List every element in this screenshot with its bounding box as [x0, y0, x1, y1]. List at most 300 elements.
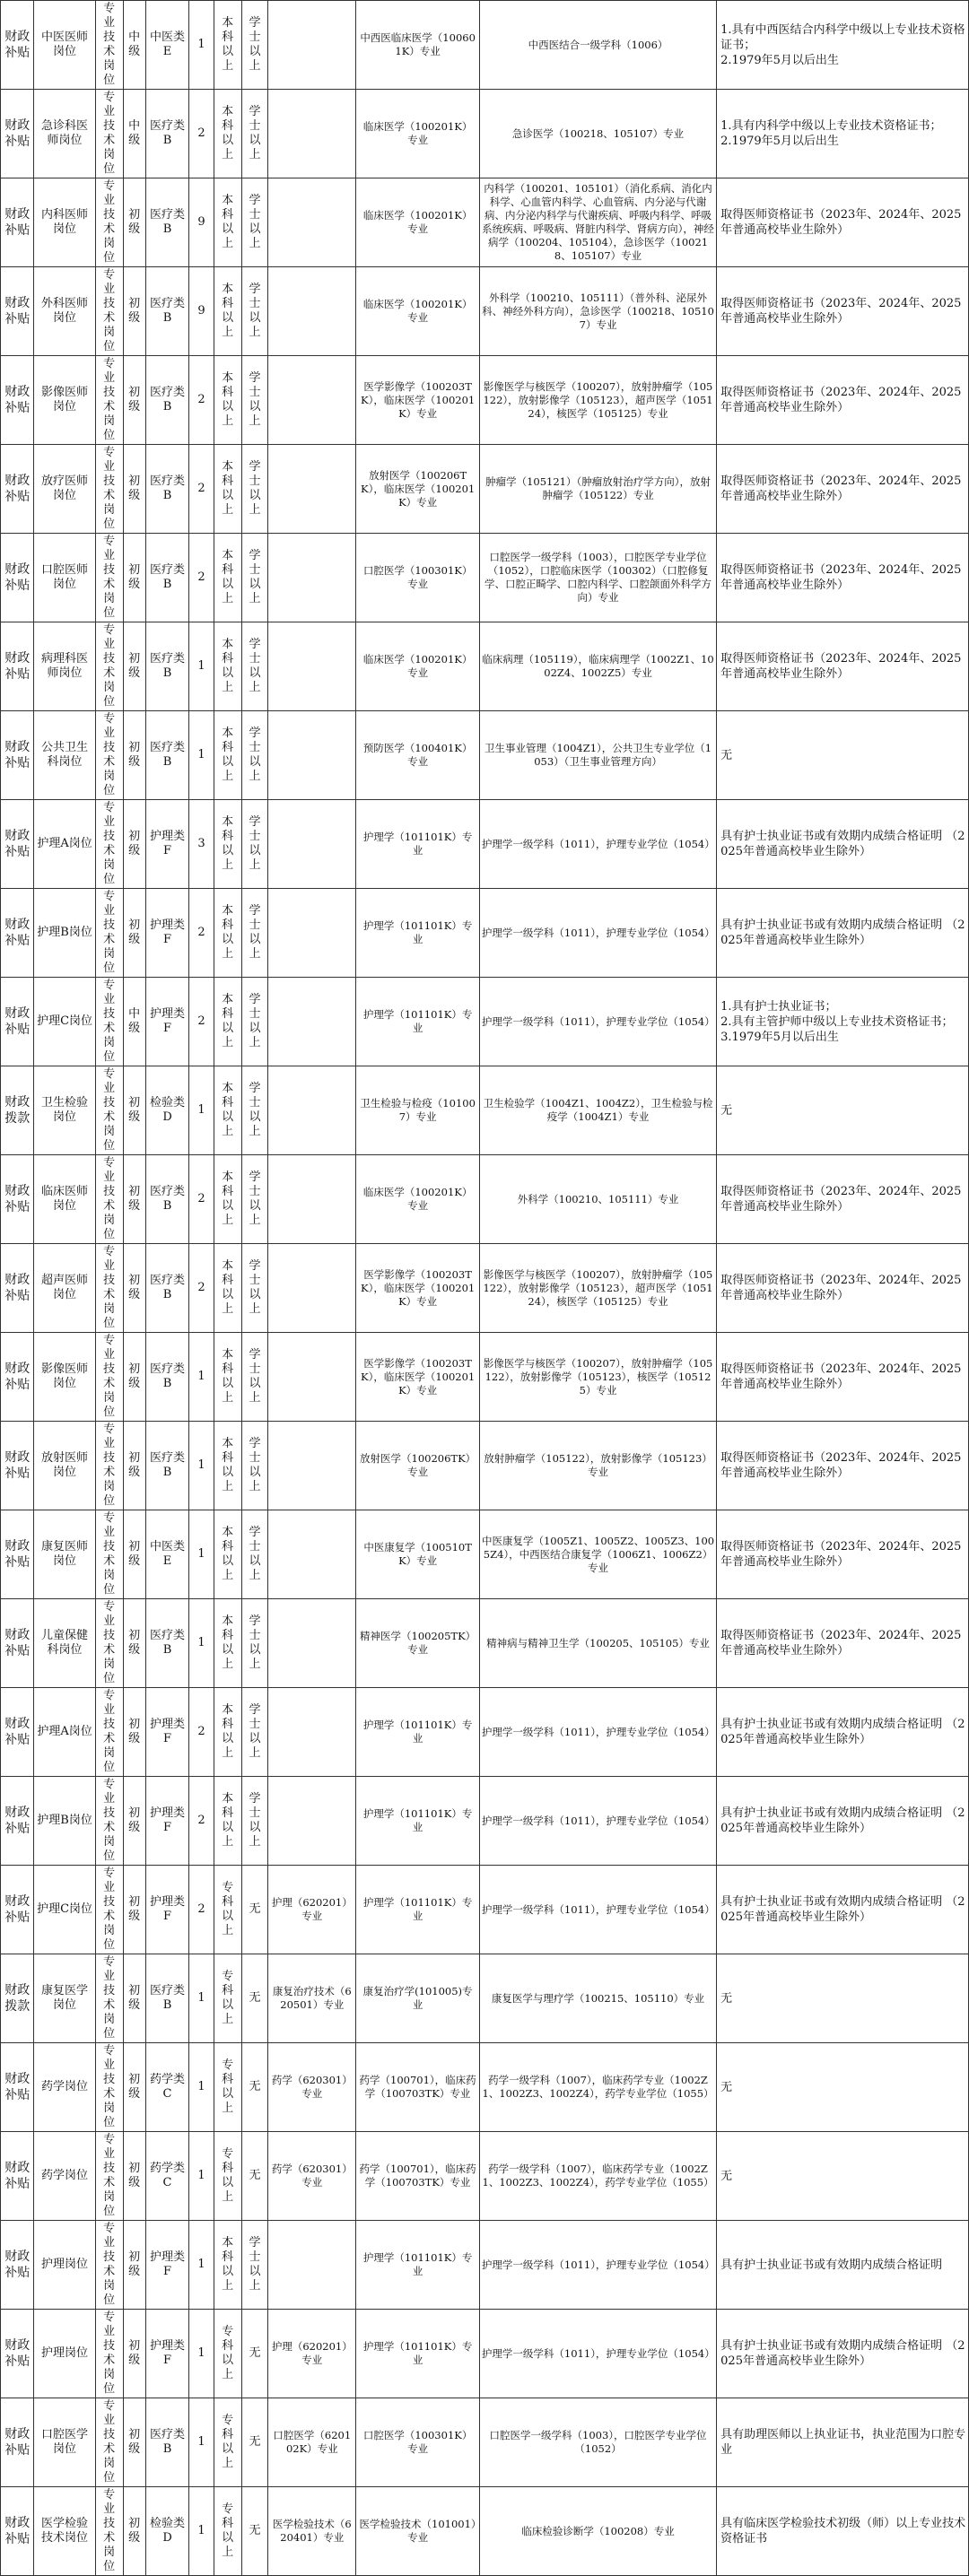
position-level-cell: 初级: [123, 1777, 145, 1866]
headcount-cell: 1: [189, 622, 214, 711]
requirements-cell: 取得医师资格证书（2023年、2024年、2025年普通高校毕业生除外）: [717, 1155, 969, 1244]
position-name-cell: 临床医师岗位: [34, 1155, 95, 1244]
degree-cell: 学士以上: [241, 1422, 268, 1510]
undergrad-major-cell: 药学（100701），临床药学（100703TK）专业: [356, 2043, 480, 2132]
requirements-cell: 具有护士执业证书或有效期内成绩合格证明 （2025年普通高校毕业生除外）: [717, 889, 969, 978]
headcount-cell: 2: [189, 1155, 214, 1244]
college-major-cell: [268, 534, 356, 622]
education-cell: 本科以上: [214, 622, 241, 711]
requirements-cell: 取得医师资格证书（2023年、2024年、2025年普通高校毕业生除外）: [717, 267, 969, 356]
fund-source-cell: 财政补贴: [1, 2043, 34, 2132]
requirements-cell: 取得医师资格证书（2023年、2024年、2025年普通高校毕业生除外）: [717, 534, 969, 622]
college-major-cell: [268, 1333, 356, 1422]
undergrad-major-cell: 护理学（101101K）专业: [356, 1777, 480, 1866]
headcount-cell: 1: [189, 2221, 214, 2310]
requirements-cell: 具有护士执业证书或有效期内成绩合格证明 （2025年普通高校毕业生除外）: [717, 1866, 969, 1954]
headcount-cell: 9: [189, 178, 214, 267]
requirements-cell: 取得医师资格证书（2023年、2024年、2025年普通高校毕业生除外）: [717, 1599, 969, 1688]
position-level-cell: 初级: [123, 267, 145, 356]
exam-type-cell: 检验类D: [145, 1066, 188, 1155]
table-row: [1, 1510, 969, 1599]
degree-cell: 无: [241, 2043, 268, 2132]
education-cell: 本科以上: [214, 356, 241, 445]
position-level-cell: 初级: [123, 1954, 145, 2043]
education-cell: 本科以上: [214, 1244, 241, 1333]
position-level-cell: 中级: [123, 1, 145, 90]
position-name-cell: 护理岗位: [34, 2221, 95, 2310]
education-cell: 本科以上: [214, 1422, 241, 1510]
requirements-cell: 无: [717, 2043, 969, 2132]
table-row: [1, 267, 969, 356]
graduate-major-cell: 口腔医学一级学科（1003），口腔医学专业学位（1052），口腔临床医学（100302）（口腔修复学、口腔正畸学、口腔内科学、口腔颌面外科学方向）专业: [479, 534, 716, 622]
education-cell: 专科以上: [214, 1954, 241, 2043]
headcount-cell: 2: [189, 978, 214, 1066]
position-name-cell: 卫生检验岗位: [34, 1066, 95, 1155]
fund-source-cell: 财政补贴: [1, 1866, 34, 1954]
requirements-cell: 取得医师资格证书（2023年、2024年、2025年普通高校毕业生除外）: [717, 1510, 969, 1599]
position-category-cell: 专业技术岗位: [95, 978, 123, 1066]
college-major-cell: [268, 978, 356, 1066]
fund-source-cell: 财政补贴: [1, 2398, 34, 2487]
position-level-cell: 初级: [123, 2132, 145, 2221]
education-cell: 本科以上: [214, 1688, 241, 1777]
undergrad-major-cell: 医学检验技术（101001）专业: [356, 2487, 480, 2576]
exam-type-cell: 护理类F: [145, 1688, 188, 1777]
position-level-cell: 初级: [123, 1510, 145, 1599]
exam-type-cell: 护理类F: [145, 889, 188, 978]
position-name-cell: 护理A岗位: [34, 800, 95, 889]
education-cell: 本科以上: [214, 178, 241, 267]
position-category-cell: 专业技术岗位: [95, 800, 123, 889]
exam-type-cell: 医疗类B: [145, 445, 188, 534]
position-name-cell: 病理科医师岗位: [34, 622, 95, 711]
position-level-cell: 初级: [123, 1866, 145, 1954]
table-row: [1, 2221, 969, 2310]
position-level-cell: 初级: [123, 1333, 145, 1422]
graduate-major-cell: 护理学一级学科（1011），护理专业学位（1054）: [479, 2310, 716, 2398]
undergrad-major-cell: 预防医学（100401K）专业: [356, 711, 480, 800]
graduate-major-cell: 药学一级学科（1007），临床药学专业（1002Z1、1002Z3、1002Z4），药学专业学位（1055）: [479, 2043, 716, 2132]
fund-source-cell: 财政拨款: [1, 1954, 34, 2043]
position-name-cell: 康复医师岗位: [34, 1510, 95, 1599]
headcount-cell: 2: [189, 889, 214, 978]
headcount-cell: 1: [189, 1333, 214, 1422]
degree-cell: 无: [241, 2487, 268, 2576]
college-major-cell: [268, 1066, 356, 1155]
table-row: [1, 2487, 969, 2576]
graduate-major-cell: 护理学一级学科（1011），护理专业学位（1054）: [479, 889, 716, 978]
graduate-major-cell: 药学一级学科（1007），临床药学专业（1002Z1、1002Z3、1002Z4），药学专业学位（1055）: [479, 2132, 716, 2221]
college-major-cell: 康复治疗技术（620501）专业: [268, 1954, 356, 2043]
graduate-major-cell: 中西医结合一级学科（1006）: [479, 1, 716, 90]
fund-source-cell: 财政补贴: [1, 356, 34, 445]
exam-type-cell: 医疗类B: [145, 1333, 188, 1422]
education-cell: 本科以上: [214, 1066, 241, 1155]
position-category-cell: 专业技术岗位: [95, 356, 123, 445]
exam-type-cell: 医疗类B: [145, 534, 188, 622]
position-name-cell: 公共卫生科岗位: [34, 711, 95, 800]
headcount-cell: 1: [189, 1, 214, 90]
position-category-cell: 专业技术岗位: [95, 1777, 123, 1866]
fund-source-cell: 财政补贴: [1, 2221, 34, 2310]
requirements-cell: 无: [717, 1954, 969, 2043]
exam-type-cell: 医疗类B: [145, 2398, 188, 2487]
position-level-cell: 初级: [123, 2487, 145, 2576]
position-name-cell: 放疗医师岗位: [34, 445, 95, 534]
fund-source-cell: 财政补贴: [1, 445, 34, 534]
fund-source-cell: 财政补贴: [1, 1599, 34, 1688]
exam-type-cell: 医疗类B: [145, 1954, 188, 2043]
headcount-cell: 1: [189, 1510, 214, 1599]
headcount-cell: 1: [189, 711, 214, 800]
exam-type-cell: 护理类F: [145, 1866, 188, 1954]
position-category-cell: 专业技术岗位: [95, 622, 123, 711]
exam-type-cell: 药学类C: [145, 2132, 188, 2221]
position-name-cell: 急诊科医师岗位: [34, 90, 95, 178]
exam-type-cell: 医疗类B: [145, 622, 188, 711]
position-level-cell: 初级: [123, 622, 145, 711]
degree-cell: 学士以上: [241, 178, 268, 267]
graduate-major-cell: 卫生事业管理（1004Z1），公共卫生专业学位（1053）（卫生事业管理方向）: [479, 711, 716, 800]
position-category-cell: 专业技术岗位: [95, 2132, 123, 2221]
degree-cell: 学士以上: [241, 800, 268, 889]
position-name-cell: 影像医师岗位: [34, 356, 95, 445]
table-row: [1, 2132, 969, 2221]
degree-cell: 学士以上: [241, 622, 268, 711]
position-category-cell: 专业技术岗位: [95, 1599, 123, 1688]
graduate-major-cell: 急诊医学（100218、105107）专业: [479, 90, 716, 178]
requirements-cell: 具有助理医师以上执业证书，执业范围为口腔专业: [717, 2398, 969, 2487]
degree-cell: 学士以上: [241, 356, 268, 445]
graduate-major-cell: 放射肿瘤学（105122），放射影像学（105123）专业: [479, 1422, 716, 1510]
requirements-cell: 具有护士执业证书或有效期内成绩合格证明 （2025年普通高校毕业生除外）: [717, 2310, 969, 2398]
position-level-cell: 中级: [123, 978, 145, 1066]
degree-cell: 学士以上: [241, 1066, 268, 1155]
position-category-cell: 专业技术岗位: [95, 1866, 123, 1954]
undergrad-major-cell: 放射医学（100206TK）专业: [356, 1422, 480, 1510]
position-level-cell: 初级: [123, 445, 145, 534]
table-row: [1, 978, 969, 1066]
position-level-cell: 初级: [123, 2310, 145, 2398]
undergrad-major-cell: 护理学（101101K）专业: [356, 1866, 480, 1954]
education-cell: 本科以上: [214, 445, 241, 534]
college-major-cell: [268, 622, 356, 711]
requirements-cell: 1.具有护士执业证书； 2.具有主管护师中级以上专业技术资格证书； 3.1979年5月以后出生: [717, 978, 969, 1066]
college-major-cell: 护理（620201）专业: [268, 2310, 356, 2398]
undergrad-major-cell: 医学影像学（100203TK），临床医学（100201K）专业: [356, 1333, 480, 1422]
graduate-major-cell: 中医康复学（1005Z1、1005Z2、1005Z3、1005Z4），中西医结合康复学（1006Z1、1006Z2）专业: [479, 1510, 716, 1599]
exam-type-cell: 护理类F: [145, 978, 188, 1066]
exam-type-cell: 中医类E: [145, 1, 188, 90]
college-major-cell: [268, 1244, 356, 1333]
exam-type-cell: 医疗类B: [145, 1244, 188, 1333]
undergrad-major-cell: 卫生检验与检疫（101007）专业: [356, 1066, 480, 1155]
college-major-cell: [268, 1422, 356, 1510]
table-row: [1, 178, 969, 267]
fund-source-cell: 财政补贴: [1, 1510, 34, 1599]
college-major-cell: [268, 90, 356, 178]
position-category-cell: 专业技术岗位: [95, 1155, 123, 1244]
exam-type-cell: 医疗类B: [145, 1599, 188, 1688]
degree-cell: 学士以上: [241, 534, 268, 622]
graduate-major-cell: 护理学一级学科（1011），护理专业学位（1054）: [479, 800, 716, 889]
position-level-cell: 初级: [123, 1244, 145, 1333]
degree-cell: 学士以上: [241, 1, 268, 90]
requirements-cell: 取得医师资格证书（2023年、2024年、2025年普通高校毕业生除外）: [717, 1244, 969, 1333]
graduate-major-cell: 护理学一级学科（1011），护理专业学位（1054）: [479, 1777, 716, 1866]
degree-cell: 学士以上: [241, 2221, 268, 2310]
position-name-cell: 影像医师岗位: [34, 1333, 95, 1422]
requirements-cell: 1.具有中西医结合内科学中级以上专业技术资格证书； 2.1979年5月以后出生: [717, 1, 969, 90]
degree-cell: 学士以上: [241, 1244, 268, 1333]
position-name-cell: 放射医师岗位: [34, 1422, 95, 1510]
headcount-cell: 3: [189, 800, 214, 889]
position-level-cell: 初级: [123, 800, 145, 889]
headcount-cell: 1: [189, 1599, 214, 1688]
fund-source-cell: 财政补贴: [1, 90, 34, 178]
education-cell: 本科以上: [214, 1599, 241, 1688]
position-name-cell: 内科医师岗位: [34, 178, 95, 267]
headcount-cell: 1: [189, 2487, 214, 2576]
position-category-cell: 专业技术岗位: [95, 1333, 123, 1422]
fund-source-cell: 财政补贴: [1, 1777, 34, 1866]
requirements-cell: 1.具有内科学中级以上专业技术资格证书； 2.1979年5月以后出生: [717, 90, 969, 178]
graduate-major-cell: 外科学（100210、105111）专业: [479, 1155, 716, 1244]
degree-cell: 无: [241, 2132, 268, 2221]
position-level-cell: 初级: [123, 711, 145, 800]
table-row: [1, 1, 969, 90]
degree-cell: 学士以上: [241, 1333, 268, 1422]
undergrad-major-cell: 口腔医学（100301K）专业: [356, 2398, 480, 2487]
table-row: [1, 2043, 969, 2132]
table-row: [1, 356, 969, 445]
position-category-cell: 专业技术岗位: [95, 2221, 123, 2310]
position-category-cell: 专业技术岗位: [95, 1510, 123, 1599]
college-major-cell: [268, 1155, 356, 1244]
fund-source-cell: 财政补贴: [1, 622, 34, 711]
exam-type-cell: 护理类F: [145, 800, 188, 889]
headcount-cell: 2: [189, 1688, 214, 1777]
education-cell: 本科以上: [214, 534, 241, 622]
degree-cell: 学士以上: [241, 978, 268, 1066]
position-name-cell: 超声医师岗位: [34, 1244, 95, 1333]
position-category-cell: 专业技术岗位: [95, 534, 123, 622]
position-level-cell: 初级: [123, 1155, 145, 1244]
position-name-cell: 康复医学岗位: [34, 1954, 95, 2043]
exam-type-cell: 检验类D: [145, 2487, 188, 2576]
headcount-cell: 1: [189, 2043, 214, 2132]
graduate-major-cell: 卫生检验学（1004Z1、1004Z2），卫生检验与检疫学（1004Z1）专业: [479, 1066, 716, 1155]
position-category-cell: 专业技术岗位: [95, 1, 123, 90]
table-row: [1, 445, 969, 534]
exam-type-cell: 医疗类B: [145, 356, 188, 445]
requirements-cell: 无: [717, 1066, 969, 1155]
undergrad-major-cell: 护理学（101101K）专业: [356, 800, 480, 889]
position-category-cell: 专业技术岗位: [95, 178, 123, 267]
education-cell: 专科以上: [214, 2398, 241, 2487]
position-name-cell: 口腔医学岗位: [34, 2398, 95, 2487]
degree-cell: 无: [241, 1866, 268, 1954]
degree-cell: 学士以上: [241, 1777, 268, 1866]
fund-source-cell: 财政补贴: [1, 1333, 34, 1422]
position-level-cell: 初级: [123, 2221, 145, 2310]
fund-source-cell: 财政补贴: [1, 1244, 34, 1333]
table-row: [1, 2398, 969, 2487]
table-row: [1, 1333, 969, 1422]
exam-type-cell: 护理类F: [145, 2221, 188, 2310]
requirements-cell: 具有护士执业证书或有效期内成绩合格证明 （2025年普通高校毕业生除外）: [717, 1777, 969, 1866]
undergrad-major-cell: 中西医临床医学（100601K）专业: [356, 1, 480, 90]
position-category-cell: 专业技术岗位: [95, 2487, 123, 2576]
headcount-cell: 1: [189, 1066, 214, 1155]
graduate-major-cell: 精神病与精神卫生学（100205、105105）专业: [479, 1599, 716, 1688]
fund-source-cell: 财政补贴: [1, 2310, 34, 2398]
table-row: [1, 800, 969, 889]
position-category-cell: 专业技术岗位: [95, 889, 123, 978]
college-major-cell: [268, 2221, 356, 2310]
education-cell: 专科以上: [214, 2310, 241, 2398]
position-category-cell: 专业技术岗位: [95, 1066, 123, 1155]
graduate-major-cell: 护理学一级学科（1011），护理专业学位（1054）: [479, 978, 716, 1066]
headcount-cell: 1: [189, 1422, 214, 1510]
table-row: [1, 1155, 969, 1244]
graduate-major-cell: 内科学（100201、105101）（消化系病、消化内科学、心血管内科学、心血管病、内分泌与代谢病、内分泌内科学与代谢疾病、呼吸内科学、呼吸系统疾病、呼吸病、肾脏内科学、肾病方向），神经病学（100204、105104），急诊医学（100218、105107）专业: [479, 178, 716, 267]
undergrad-major-cell: 临床医学（100201K）专业: [356, 267, 480, 356]
position-level-cell: 初级: [123, 356, 145, 445]
college-major-cell: [268, 1, 356, 90]
position-level-cell: 初级: [123, 1688, 145, 1777]
position-level-cell: 初级: [123, 1599, 145, 1688]
undergrad-major-cell: 护理学（101101K）专业: [356, 1688, 480, 1777]
position-name-cell: 药学岗位: [34, 2043, 95, 2132]
headcount-cell: 9: [189, 267, 214, 356]
position-name-cell: 护理C岗位: [34, 978, 95, 1066]
undergrad-major-cell: 医学影像学（100203TK），临床医学（100201K）专业: [356, 356, 480, 445]
degree-cell: 学士以上: [241, 1155, 268, 1244]
education-cell: 本科以上: [214, 267, 241, 356]
position-category-cell: 专业技术岗位: [95, 90, 123, 178]
degree-cell: 无: [241, 1954, 268, 2043]
exam-type-cell: 医疗类B: [145, 1155, 188, 1244]
college-major-cell: [268, 267, 356, 356]
position-level-cell: 初级: [123, 889, 145, 978]
fund-source-cell: 财政补贴: [1, 1422, 34, 1510]
graduate-major-cell: 护理学一级学科（1011），护理专业学位（1054）: [479, 1866, 716, 1954]
undergrad-major-cell: 临床医学（100201K）专业: [356, 1155, 480, 1244]
college-major-cell: 药学（620301）专业: [268, 2132, 356, 2221]
education-cell: 本科以上: [214, 1510, 241, 1599]
position-category-cell: 专业技术岗位: [95, 1422, 123, 1510]
education-cell: 本科以上: [214, 90, 241, 178]
education-cell: 本科以上: [214, 1333, 241, 1422]
undergrad-major-cell: 康复治疗学(101005)专业: [356, 1954, 480, 2043]
position-name-cell: 口腔医师岗位: [34, 534, 95, 622]
requirements-cell: 取得医师资格证书（2023年、2024年、2025年普通高校毕业生除外）: [717, 445, 969, 534]
position-category-cell: 专业技术岗位: [95, 1688, 123, 1777]
education-cell: 本科以上: [214, 978, 241, 1066]
table-row: [1, 1599, 969, 1688]
position-name-cell: 药学岗位: [34, 2132, 95, 2221]
table-row: [1, 1866, 969, 1954]
fund-source-cell: 财政补贴: [1, 2132, 34, 2221]
education-cell: 专科以上: [214, 2043, 241, 2132]
table-row: [1, 90, 969, 178]
position-level-cell: 初级: [123, 2398, 145, 2487]
college-major-cell: [268, 889, 356, 978]
table-row: [1, 534, 969, 622]
undergrad-major-cell: 护理学（101101K）专业: [356, 2221, 480, 2310]
position-name-cell: 儿童保健科岗位: [34, 1599, 95, 1688]
education-cell: 本科以上: [214, 800, 241, 889]
degree-cell: 学士以上: [241, 1599, 268, 1688]
degree-cell: 学士以上: [241, 711, 268, 800]
degree-cell: 学士以上: [241, 445, 268, 534]
exam-type-cell: 中医类E: [145, 1510, 188, 1599]
exam-type-cell: 药学类C: [145, 2043, 188, 2132]
exam-type-cell: 医疗类B: [145, 711, 188, 800]
position-category-cell: 专业技术岗位: [95, 1244, 123, 1333]
position-name-cell: 医学检验技术岗位: [34, 2487, 95, 2576]
position-name-cell: 护理C岗位: [34, 1866, 95, 1954]
position-category-cell: 专业技术岗位: [95, 2310, 123, 2398]
position-name-cell: 护理B岗位: [34, 1777, 95, 1866]
position-name-cell: 护理B岗位: [34, 889, 95, 978]
headcount-cell: 2: [189, 1866, 214, 1954]
graduate-major-cell: 护理学一级学科（1011），护理专业学位（1054）: [479, 1688, 716, 1777]
fund-source-cell: 财政补贴: [1, 1688, 34, 1777]
undergrad-major-cell: 中医康复学（100510TK）专业: [356, 1510, 480, 1599]
exam-type-cell: 护理类F: [145, 2310, 188, 2398]
headcount-cell: 2: [189, 356, 214, 445]
requirements-cell: 取得医师资格证书（2023年、2024年、2025年普通高校毕业生除外）: [717, 1422, 969, 1510]
exam-type-cell: 医疗类B: [145, 267, 188, 356]
graduate-major-cell: 影像医学与核医学（100207），放射肿瘤学（105122），放射影像学（105123），超声医学（105124），核医学（105125）专业: [479, 1244, 716, 1333]
position-name-cell: 中医医师岗位: [34, 1, 95, 90]
table-row: [1, 889, 969, 978]
fund-source-cell: 财政补贴: [1, 1, 34, 90]
headcount-cell: 1: [189, 2310, 214, 2398]
graduate-major-cell: 临床检验诊断学（100208）专业: [479, 2487, 716, 2576]
college-major-cell: [268, 800, 356, 889]
table-row: [1, 1777, 969, 1866]
fund-source-cell: 财政补贴: [1, 178, 34, 267]
table-row: [1, 1688, 969, 1777]
graduate-major-cell: 外科学（100210、105111）（普外科、泌尿外科、神经外科方向），急诊医学（100218、105107）专业: [479, 267, 716, 356]
exam-type-cell: 医疗类B: [145, 178, 188, 267]
position-level-cell: 初级: [123, 2043, 145, 2132]
position-level-cell: 初级: [123, 1066, 145, 1155]
education-cell: 专科以上: [214, 2487, 241, 2576]
undergrad-major-cell: 临床医学（100201K）专业: [356, 622, 480, 711]
degree-cell: 学士以上: [241, 889, 268, 978]
fund-source-cell: 财政补贴: [1, 2487, 34, 2576]
graduate-major-cell: 康复医学与理疗学（100215、105110）专业: [479, 1954, 716, 2043]
exam-type-cell: 护理类F: [145, 1777, 188, 1866]
position-name-cell: 护理A岗位: [34, 1688, 95, 1777]
graduate-major-cell: 影像医学与核医学（100207），放射肿瘤学（105122），放射影像学（105123），核医学（105125）专业: [479, 1333, 716, 1422]
degree-cell: 学士以上: [241, 267, 268, 356]
education-cell: 专科以上: [214, 1866, 241, 1954]
college-major-cell: [268, 445, 356, 534]
college-major-cell: [268, 1510, 356, 1599]
position-level-cell: 初级: [123, 1422, 145, 1510]
fund-source-cell: 财政补贴: [1, 889, 34, 978]
requirements-cell: 无: [717, 2132, 969, 2221]
college-major-cell: 药学（620301）专业: [268, 2043, 356, 2132]
education-cell: 本科以上: [214, 1155, 241, 1244]
table-row: [1, 2310, 969, 2398]
requirements-cell: 具有护士执业证书或有效期内成绩合格证明 （2025年普通高校毕业生除外）: [717, 1688, 969, 1777]
